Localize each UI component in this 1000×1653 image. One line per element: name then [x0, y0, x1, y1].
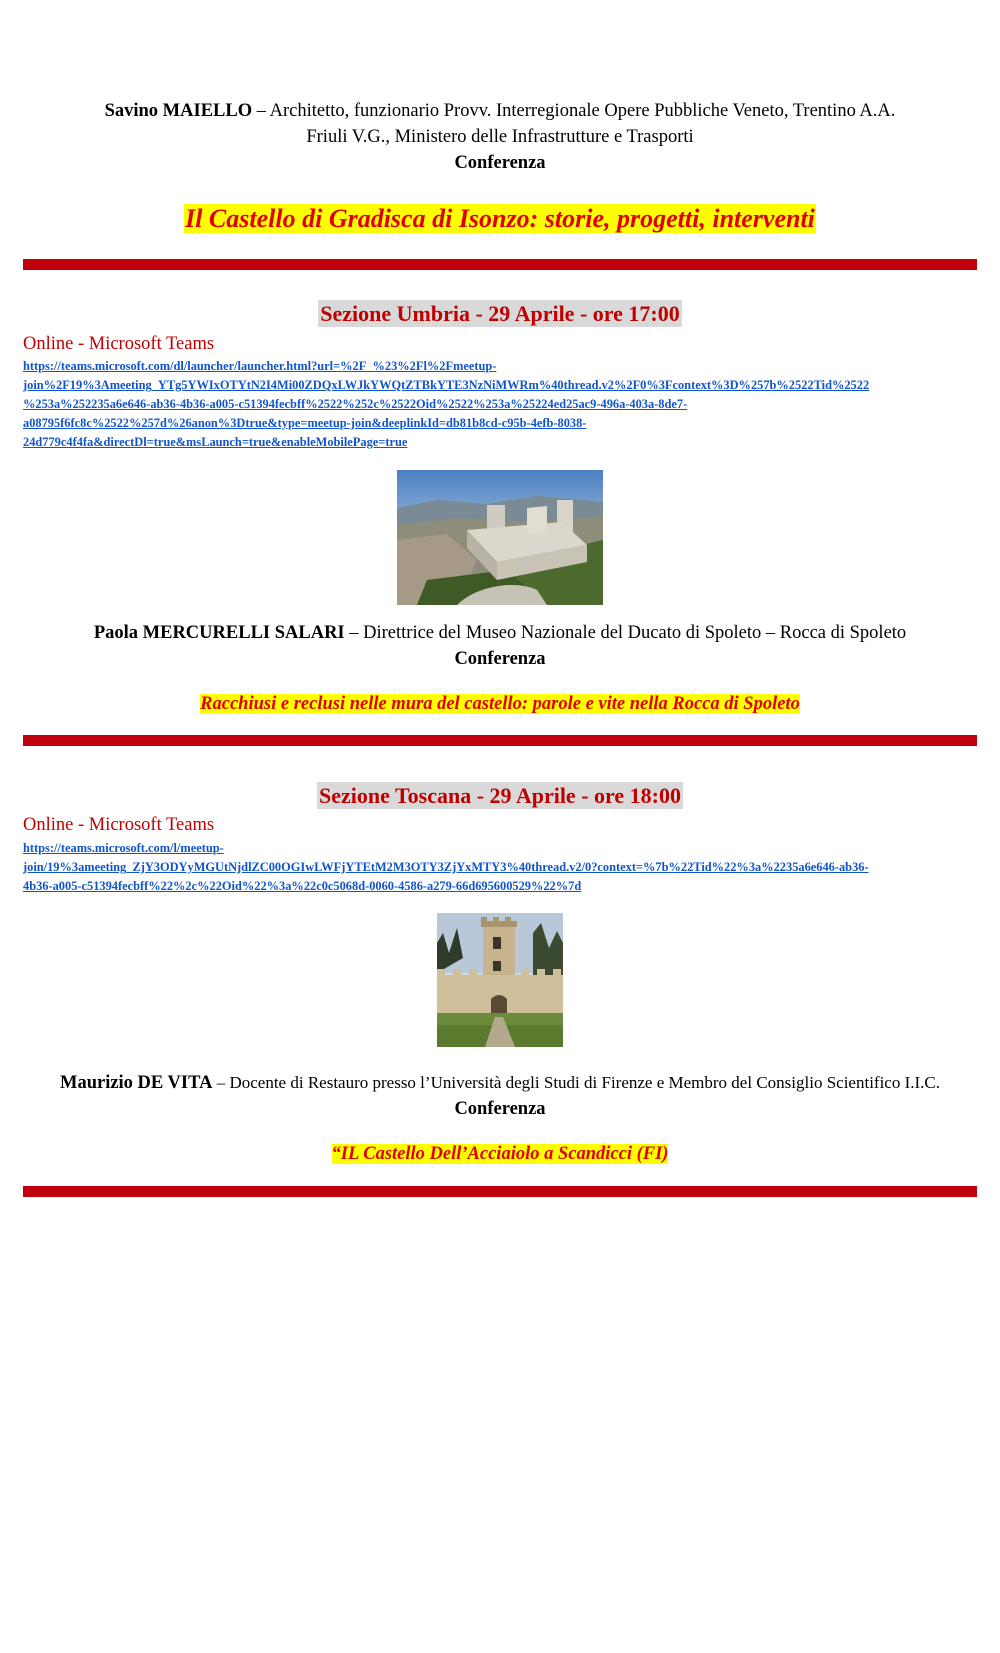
section-title-toscana	[0, 783, 1000, 809]
link-line[interactable]: 24d779c4f4fa&directDl=true&msLaunch=true&enableMobilePage=true	[23, 435, 408, 449]
talk-title	[0, 694, 1000, 715]
link-line[interactable]: a08795f6fc8c%2522%257d%26anon%3Dtrue&type=meetup-join&deeplinkId=db81b8cd-c95b-4efb-8038-	[23, 416, 587, 430]
talk-title-text: Il Castello di Gradisca di Isonzo: storie, progetti, interventi	[185, 204, 815, 233]
speaker-name: Savino MAIELLO	[104, 101, 253, 121]
talk-type: Conferenza	[454, 1099, 546, 1119]
talk-type: Conferenza	[454, 649, 546, 669]
link-line[interactable]: https://teams.microsoft.com/l/meetup-	[23, 841, 224, 855]
talk-type: Conferenza	[454, 153, 546, 173]
teams-meeting-link-umbria[interactable]	[23, 357, 983, 452]
link-line[interactable]: join/19%3ameeting_ZjY3ODYyMGUtNjdlZC00OGIwLWFjYTEtM2M3OTY3ZjYxMTY3%40thread.v2/0?context=%7b%22Tid%22%3a%2235a6e646-ab36-	[23, 860, 869, 874]
section-title-text: Sezione Toscana - 29 Aprile - ore 18:00	[319, 783, 681, 808]
speaker-mercurelli	[0, 620, 1000, 646]
section-title-text: Sezione Umbria - 29 Aprile - ore 17:00	[320, 301, 680, 326]
section-title-umbria	[0, 301, 1000, 327]
talk-title-text: “IL Castello Dell’Acciaiolo a Scandicci (FI)	[331, 1144, 669, 1164]
castello-acciaiolo-photo	[437, 913, 563, 1047]
speaker-role: – Docente di Restauro presso l’Università degli Studi di Firenze e Membro del Consiglio Scientifico I.I.C.	[212, 1073, 941, 1092]
online-label: Online - Microsoft Teams	[23, 334, 215, 354]
speaker-maiello	[0, 98, 1000, 124]
speaker-name: Paola MERCURELLI SALARI	[93, 623, 345, 643]
section-divider	[23, 1186, 977, 1197]
talk-title	[0, 204, 1000, 234]
link-line[interactable]: https://teams.microsoft.com/dl/launcher/launcher.html?url=%2F_%23%2Fl%2Fmeetup-	[23, 359, 497, 373]
speaker-name: Maurizio DE VITA	[59, 1073, 213, 1093]
rocca-spoleto-photo	[397, 470, 603, 605]
talk-title-text: Racchiusi e reclusi nelle mura del castello: parole e vite nella Rocca di Spoleto	[200, 694, 800, 714]
speaker-role-continued: Friuli V.G., Ministero delle Infrastrutture e Trasporti	[306, 127, 694, 147]
speaker-role: – Direttrice del Museo Nazionale del Ducato di Spoleto – Rocca di Spoleto	[344, 623, 907, 643]
section-divider	[23, 259, 977, 270]
link-line[interactable]: join%2F19%3Ameeting_YTg5YWIxOTYtN2I4Mi00ZDQxLWJkYWQtZTBkYTE3NzNiMWRm%40thread.v2%2F0%3Fcontext%3D%257b%2522Tid%2522	[23, 378, 870, 392]
speaker-role: – Architetto, funzionario Provv. Interregionale Opere Pubbliche Veneto, Trentino A.A.	[252, 101, 896, 121]
section-divider	[23, 735, 977, 746]
speaker-de-vita	[0, 1070, 1000, 1096]
talk-title	[0, 1144, 1000, 1165]
link-line[interactable]: %253a%252235a6e646-ab36-4b36-a005-c51394fecbff%2522%252c%2522Oid%2522%253a%25224ed25ac9-496a-403a-8de7-	[23, 397, 688, 411]
online-label: Online - Microsoft Teams	[23, 815, 215, 835]
link-line[interactable]: 4b36-a005-c51394fecbff%22%2c%22Oid%22%3a%22c0c5068d-0060-4586-a279-66d695600529%22%7d	[23, 879, 582, 893]
teams-meeting-link-toscana[interactable]	[23, 839, 983, 896]
